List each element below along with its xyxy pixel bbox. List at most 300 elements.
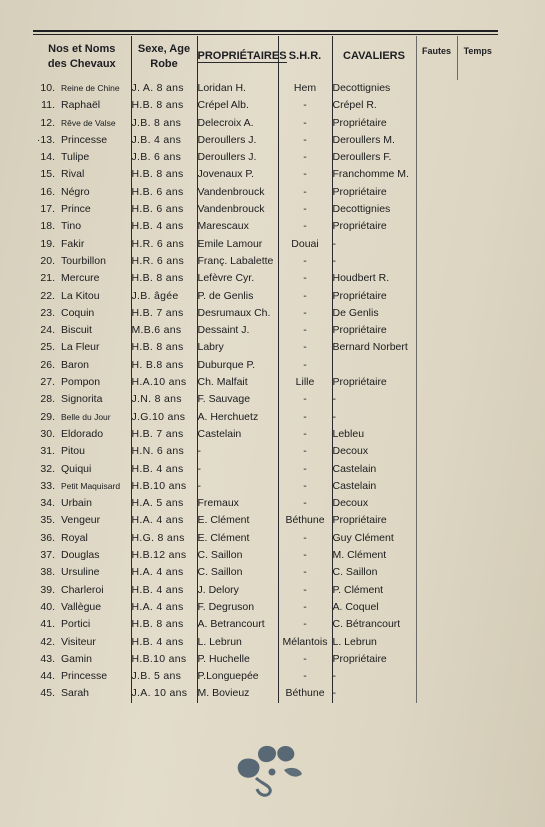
sex-age-cell: H.B. 7 ans xyxy=(131,305,197,322)
horse-cell xyxy=(33,236,131,253)
rider-cell: Propriétaire xyxy=(332,184,416,201)
faults-cell xyxy=(416,391,457,408)
shr-cell: - xyxy=(278,426,332,443)
horse-number: 25. xyxy=(40,341,55,354)
faults-cell xyxy=(416,218,457,235)
horse-number: 40. xyxy=(40,600,55,613)
faults-cell xyxy=(416,166,457,183)
time-cell xyxy=(457,270,498,287)
top-rule xyxy=(33,30,498,32)
horse-number: 10. xyxy=(40,82,55,94)
table-row xyxy=(33,582,498,599)
horse-number: 39. xyxy=(40,583,55,596)
sex-age-cell: H.B. 4 ans xyxy=(131,634,197,651)
rider-cell: Propriétaire xyxy=(332,288,416,305)
owner-cell: Ch. Malfait xyxy=(197,374,278,391)
shr-cell: - xyxy=(278,547,332,564)
rider-cell: Decottignies xyxy=(332,201,416,218)
shr-cell: - xyxy=(278,97,332,114)
rider-cell: Propriétaire xyxy=(332,115,416,132)
shr-cell: - xyxy=(278,443,332,460)
sex-age-cell: H.B.12 ans xyxy=(131,547,197,564)
sex-age-cell: H.N. 6 ans xyxy=(131,443,197,460)
horse-number: 21. xyxy=(40,272,55,285)
time-cell xyxy=(457,530,498,547)
sex-age-cell: H. B.8 ans xyxy=(131,357,197,374)
horse-cell xyxy=(33,322,131,339)
horse-number: 18. xyxy=(40,220,55,233)
table-row xyxy=(33,166,498,183)
faults-cell xyxy=(416,443,457,460)
horse-number: 15. xyxy=(40,168,55,181)
faults-cell xyxy=(416,149,457,166)
sex-age-cell: H.B. 8 ans xyxy=(131,616,197,633)
rider-cell: Propriétaire xyxy=(332,322,416,339)
shr-cell: - xyxy=(278,478,332,495)
time-cell xyxy=(457,115,498,132)
horse-cell xyxy=(33,132,131,149)
rider-cell: Propriétaire xyxy=(332,651,416,668)
header-horses-line1: Nos et Noms xyxy=(48,42,116,55)
horse-cell xyxy=(33,357,131,374)
horse-number: 34. xyxy=(40,497,55,510)
horse-number: 16. xyxy=(40,185,55,198)
owner-cell: Vandenbrouck xyxy=(197,184,278,201)
time-cell xyxy=(457,634,498,651)
table-row xyxy=(33,651,498,668)
table-row xyxy=(33,270,498,287)
sex-age-cell: H.A. 4 ans xyxy=(131,564,197,581)
time-cell xyxy=(457,288,498,305)
time-cell xyxy=(457,184,498,201)
horse-name: Sarah xyxy=(61,687,90,700)
owner-cell: Castelain xyxy=(197,426,278,443)
owner-cell: Marescaux xyxy=(197,218,278,235)
header-horses-line2: des Chevaux xyxy=(47,57,116,70)
horse-name: Vallègue xyxy=(61,600,102,613)
rider-cell: C. Saillon xyxy=(332,564,416,581)
time-cell xyxy=(457,357,498,374)
faults-cell xyxy=(416,495,457,512)
horse-number: ·13. xyxy=(36,133,55,146)
sex-age-cell: H.B. 8 ans xyxy=(131,166,197,183)
shr-cell: - xyxy=(278,599,332,616)
horse-name: Tino xyxy=(61,220,82,233)
faults-cell xyxy=(416,270,457,287)
horse-cell xyxy=(33,478,131,495)
faults-cell xyxy=(416,426,457,443)
time-cell xyxy=(457,426,498,443)
horse-cell xyxy=(33,184,131,201)
sex-age-cell: H.B. 8 ans xyxy=(131,97,197,114)
faults-cell xyxy=(416,634,457,651)
sex-age-cell: J.N. 8 ans xyxy=(131,391,197,408)
table-row xyxy=(33,685,498,702)
owner-cell: Desrumaux Ch. xyxy=(197,305,278,322)
rider-cell: Propriétaire xyxy=(332,374,416,391)
shr-cell: - xyxy=(278,616,332,633)
horse-name: Rêve de Valse xyxy=(61,117,116,128)
rider-cell: Castelain xyxy=(332,461,416,478)
rider-cell: Castelain xyxy=(332,478,416,495)
shr-cell: - xyxy=(278,530,332,547)
faults-cell xyxy=(416,236,457,253)
horse-cell xyxy=(33,305,131,322)
sex-age-cell: H.A.10 ans xyxy=(131,374,197,391)
rider-cell: Decoux xyxy=(332,443,416,460)
rider-cell: - xyxy=(332,391,416,408)
shr-cell: - xyxy=(278,668,332,685)
shr-cell: - xyxy=(278,391,332,408)
owner-cell: L. Lebrun xyxy=(197,634,278,651)
table-row xyxy=(33,149,498,166)
shr-cell: - xyxy=(278,495,332,512)
horse-name: Biscuit xyxy=(61,324,92,337)
shr-cell: - xyxy=(278,270,332,287)
horse-number: 30. xyxy=(40,427,55,440)
horse-name: Tourbillon xyxy=(61,254,106,267)
horse-cell xyxy=(33,288,131,305)
faults-cell xyxy=(416,201,457,218)
time-cell xyxy=(457,547,498,564)
header-time: Temps xyxy=(463,46,492,56)
table-row xyxy=(33,201,498,218)
owner-cell: Delecroix A. xyxy=(197,115,278,132)
sex-age-cell: H.B. 8 ans xyxy=(131,270,197,287)
time-cell xyxy=(457,564,498,581)
time-cell xyxy=(457,512,498,529)
rider-cell: - xyxy=(332,685,416,702)
shr-cell: - xyxy=(278,253,332,270)
horse-number: 35. xyxy=(40,514,55,527)
rider-cell: Lebleu xyxy=(332,426,416,443)
sex-age-cell: J.B. 4 ans xyxy=(131,132,197,149)
table-row xyxy=(33,426,498,443)
horse-number: 24. xyxy=(40,324,55,337)
sex-age-cell: J.B. 5 ans xyxy=(131,668,197,685)
table-row xyxy=(33,305,498,322)
horse-number: 31. xyxy=(40,445,55,458)
rider-cell: Franchomme M. xyxy=(332,166,416,183)
horse-name: Négro xyxy=(61,185,90,198)
horse-cell xyxy=(33,547,131,564)
table-row xyxy=(33,616,498,633)
owner-cell: - xyxy=(197,461,278,478)
shr-cell: - xyxy=(278,564,332,581)
horse-name: La Kitou xyxy=(61,289,100,302)
faults-cell xyxy=(416,668,457,685)
shr-cell: - xyxy=(278,357,332,374)
table-row xyxy=(33,599,498,616)
shr-cell: - xyxy=(278,166,332,183)
horse-number: 29. xyxy=(40,410,55,423)
shr-cell: Douai xyxy=(278,236,332,253)
faults-cell xyxy=(416,564,457,581)
owner-cell: - xyxy=(197,443,278,460)
horse-cell xyxy=(33,582,131,599)
sex-age-cell: H.B. 4 ans xyxy=(131,461,197,478)
shr-cell: Lille xyxy=(278,374,332,391)
horse-cell xyxy=(33,339,131,356)
printer-ornament-icon xyxy=(232,740,312,800)
horse-cell xyxy=(33,443,131,460)
rider-cell: Crépel R. xyxy=(332,97,416,114)
sex-age-cell: H.A. 4 ans xyxy=(131,512,197,529)
table-row xyxy=(33,253,498,270)
table-row xyxy=(33,236,498,253)
time-cell xyxy=(457,97,498,114)
owner-cell: F. Sauvage xyxy=(197,391,278,408)
horse-number: 45. xyxy=(40,687,55,700)
time-cell xyxy=(457,374,498,391)
sex-age-cell: H.A. 4 ans xyxy=(131,599,197,616)
owner-cell: E. Clément xyxy=(197,512,278,529)
header-sex-age xyxy=(131,36,197,80)
rider-cell: L. Lebrun xyxy=(332,634,416,651)
rider-cell: - xyxy=(332,253,416,270)
faults-cell xyxy=(416,616,457,633)
rider-cell: C. Bétrancourt xyxy=(332,616,416,633)
sex-age-cell: H.B. 7 ans xyxy=(131,426,197,443)
horse-name: Reine de Chine xyxy=(61,83,120,93)
horse-name: Signorita xyxy=(61,393,103,406)
header-faults: Fautes xyxy=(416,36,457,80)
horse-name: Royal xyxy=(61,531,88,544)
horse-cell xyxy=(33,115,131,132)
owner-cell: C. Saillon xyxy=(197,547,278,564)
header-sex-age-line1: Sexe, Age xyxy=(137,42,191,55)
owner-cell: J. Delory xyxy=(197,582,278,599)
faults-cell xyxy=(416,599,457,616)
owner-cell: - xyxy=(197,478,278,495)
faults-cell xyxy=(416,288,457,305)
shr-cell: - xyxy=(278,218,332,235)
horse-number: 17. xyxy=(40,203,55,216)
faults-cell xyxy=(416,322,457,339)
horse-number: 43. xyxy=(40,652,55,665)
horse-number: 32. xyxy=(40,462,55,475)
owner-cell: Duburque P. xyxy=(197,357,278,374)
time-cell xyxy=(457,616,498,633)
shr-cell: - xyxy=(278,132,332,149)
faults-cell xyxy=(416,97,457,114)
rider-cell: P. Clément xyxy=(332,582,416,599)
owner-cell: Deroullers J. xyxy=(197,132,278,149)
horse-cell xyxy=(33,564,131,581)
time-cell xyxy=(457,305,498,322)
table-row xyxy=(33,218,498,235)
table-row xyxy=(33,97,498,114)
time-cell xyxy=(457,668,498,685)
horse-cell xyxy=(33,634,131,651)
rider-cell: Deroullers F. xyxy=(332,149,416,166)
owner-cell: Lefèvre Cyr. xyxy=(197,270,278,287)
faults-cell xyxy=(416,253,457,270)
horse-name: Mercure xyxy=(61,272,100,285)
entries-body xyxy=(33,80,498,703)
table-row xyxy=(33,461,498,478)
owner-cell: Fremaux xyxy=(197,495,278,512)
rider-cell xyxy=(332,357,416,374)
horse-cell xyxy=(33,374,131,391)
horse-number: 20. xyxy=(40,254,55,267)
faults-cell xyxy=(416,685,457,702)
time-cell xyxy=(457,253,498,270)
shr-cell: - xyxy=(278,115,332,132)
sex-age-cell: J.A. 10 ans xyxy=(131,685,197,702)
faults-cell xyxy=(416,357,457,374)
faults-cell xyxy=(416,409,457,426)
horse-number: 14. xyxy=(40,151,55,164)
horse-name: Raphaël xyxy=(61,99,101,112)
faults-cell xyxy=(416,339,457,356)
sex-age-cell: H.A. 5 ans xyxy=(131,495,197,512)
horse-number: 42. xyxy=(40,635,55,648)
rider-cell: Propriétaire xyxy=(332,512,416,529)
faults-cell xyxy=(416,184,457,201)
sex-age-cell: J.B. 8 ans xyxy=(131,115,197,132)
horse-cell xyxy=(33,149,131,166)
rider-cell: Houdbert R. xyxy=(332,270,416,287)
shr-cell: - xyxy=(278,339,332,356)
faults-cell xyxy=(416,530,457,547)
horse-name: Coquin xyxy=(61,306,95,319)
rider-cell: Bernard Norbert xyxy=(332,339,416,356)
table-row xyxy=(33,322,498,339)
rider-cell: - xyxy=(332,236,416,253)
horse-cell xyxy=(33,218,131,235)
table-row xyxy=(33,530,498,547)
owner-cell: Deroullers J. xyxy=(197,149,278,166)
shr-cell: - xyxy=(278,582,332,599)
horse-cell xyxy=(33,80,131,97)
shr-cell: - xyxy=(278,288,332,305)
owner-cell: F. Degruson xyxy=(197,599,278,616)
table-row xyxy=(33,668,498,685)
horse-number: 37. xyxy=(40,549,55,562)
shr-cell: Béthune xyxy=(278,512,332,529)
sex-age-cell: H.B. 4 ans xyxy=(131,582,197,599)
owner-cell: Vandenbrouck xyxy=(197,201,278,218)
sex-age-cell: H.B. 4 ans xyxy=(131,218,197,235)
shr-cell: - xyxy=(278,201,332,218)
table-row xyxy=(33,80,498,97)
owner-cell: Franç. Labalette xyxy=(197,253,278,270)
table-row xyxy=(33,374,498,391)
sex-age-cell: J.B. âgée xyxy=(131,288,197,305)
owner-cell: C. Saillon xyxy=(197,564,278,581)
time-cell xyxy=(457,236,498,253)
horse-cell xyxy=(33,253,131,270)
owner-cell: Crépel Alb. xyxy=(197,97,278,114)
shr-cell: - xyxy=(278,461,332,478)
horse-number: 26. xyxy=(40,358,55,371)
table-row xyxy=(33,115,498,132)
time-cell xyxy=(457,149,498,166)
time-cell xyxy=(457,582,498,599)
horse-name: Pompon xyxy=(61,376,101,389)
header-row xyxy=(33,36,498,80)
shr-cell: - xyxy=(278,651,332,668)
faults-cell xyxy=(416,132,457,149)
rider-cell: Propriétaire xyxy=(332,218,416,235)
horse-cell xyxy=(33,599,131,616)
time-cell xyxy=(457,201,498,218)
horse-number: 38. xyxy=(40,566,55,579)
time-cell xyxy=(457,409,498,426)
header-riders: CAVALIERS xyxy=(332,36,416,80)
horse-name: Belle du Jour xyxy=(61,411,111,422)
horse-cell xyxy=(33,651,131,668)
horse-number: 27. xyxy=(40,376,55,389)
shr-cell: - xyxy=(278,322,332,339)
horse-cell xyxy=(33,270,131,287)
horse-cell xyxy=(33,685,131,702)
faults-cell xyxy=(416,374,457,391)
time-cell xyxy=(457,166,498,183)
owner-cell: Labry xyxy=(197,339,278,356)
horse-name: Prince xyxy=(61,203,91,216)
horse-name: Portici xyxy=(61,618,91,631)
sex-age-cell: H.R. 6 ans xyxy=(131,253,197,270)
table-row xyxy=(33,512,498,529)
sex-age-cell: J.G.10 ans xyxy=(131,409,197,426)
sex-age-cell: H.B.10 ans xyxy=(131,478,197,495)
faults-cell xyxy=(416,461,457,478)
owner-cell: M. Bovieuz xyxy=(197,685,278,702)
horse-name: Douglas xyxy=(61,549,100,562)
table-row xyxy=(33,357,498,374)
horse-name: Tulipe xyxy=(61,151,90,164)
shr-cell: - xyxy=(278,305,332,322)
horse-cell xyxy=(33,391,131,408)
rider-cell: De Genlis xyxy=(332,305,416,322)
horse-cell xyxy=(33,201,131,218)
horse-number: 41. xyxy=(40,618,55,631)
horse-number: 22. xyxy=(40,289,55,302)
horse-name: La Fleur xyxy=(61,341,100,354)
faults-cell xyxy=(416,651,457,668)
table-row xyxy=(33,132,498,149)
horse-cell xyxy=(33,668,131,685)
horse-name: Princesse xyxy=(61,133,108,146)
time-cell xyxy=(457,461,498,478)
faults-cell xyxy=(416,80,457,97)
owner-cell: Dessaint J. xyxy=(197,322,278,339)
horse-name: Quiqui xyxy=(61,462,92,475)
sex-age-cell: H.G. 8 ans xyxy=(131,530,197,547)
horse-name: Charleroi xyxy=(61,583,104,596)
sex-age-cell: H.B. 6 ans xyxy=(131,201,197,218)
table-row xyxy=(33,547,498,564)
table-row xyxy=(33,184,498,201)
faults-cell xyxy=(416,547,457,564)
time-cell xyxy=(457,495,498,512)
sex-age-cell: H.B.10 ans xyxy=(131,651,197,668)
table-row xyxy=(33,391,498,408)
rider-cell: Decottignies xyxy=(332,80,416,97)
owner-cell: Emile Lamour xyxy=(197,236,278,253)
faults-cell xyxy=(416,512,457,529)
owner-cell: A. Betrancourt xyxy=(197,616,278,633)
horse-number: 28. xyxy=(40,393,55,406)
horse-entry-table xyxy=(33,36,498,703)
horse-number: 33. xyxy=(40,479,55,492)
time-cell xyxy=(457,443,498,460)
horse-name: Princesse xyxy=(61,670,108,683)
header-horses xyxy=(33,36,131,80)
time-cell xyxy=(457,339,498,356)
